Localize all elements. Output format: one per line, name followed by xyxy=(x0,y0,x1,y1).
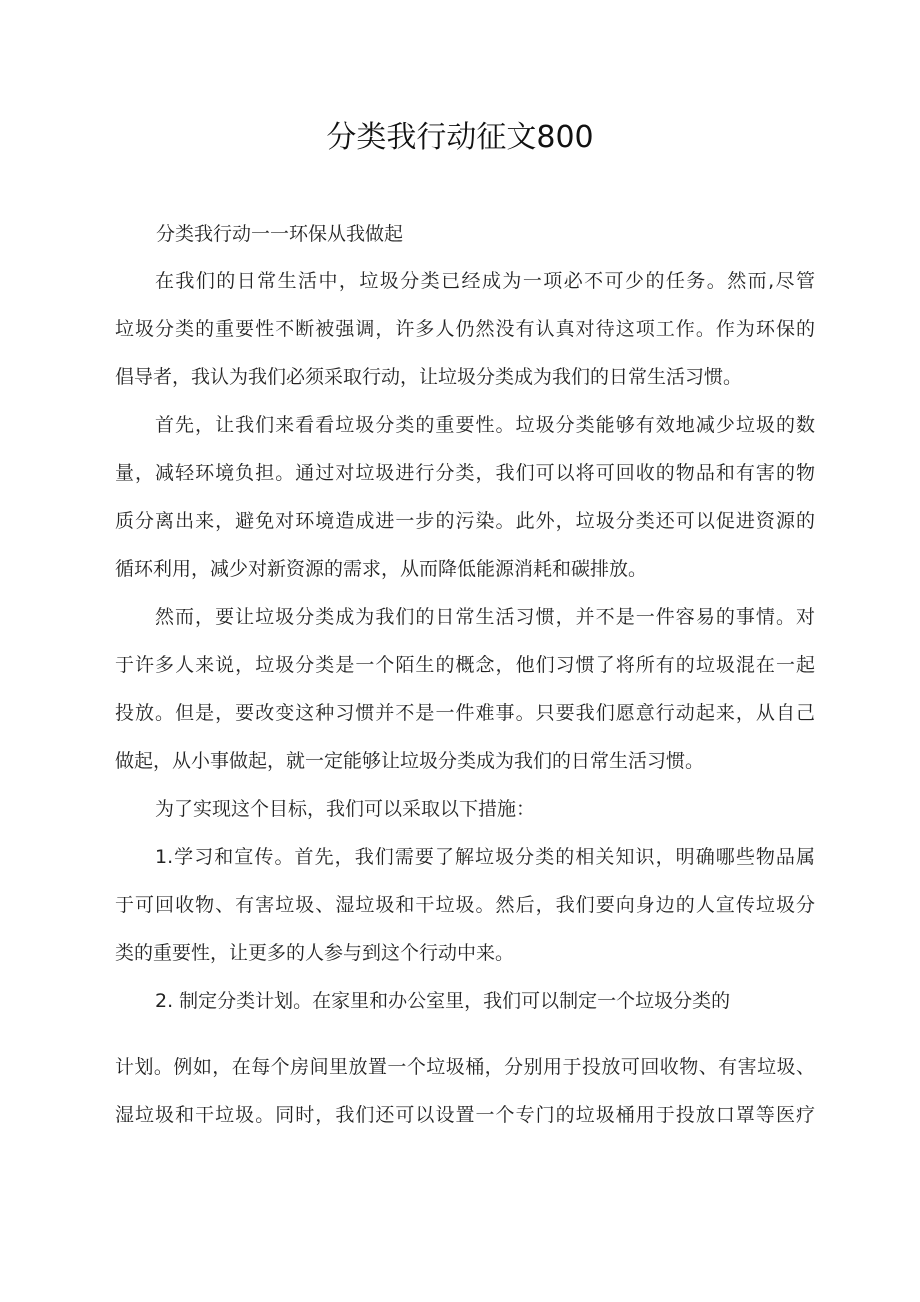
text-line: 量，减轻环境负担。通过对垃圾进行分类，我们可以将可回收的物品和有害的物 xyxy=(115,462,815,484)
text-line: 循环利用，减少对新资源的需求，从而降低能源消耗和碳排放。 xyxy=(115,558,648,580)
text-line: 然而，要让垃圾分类成为我们的日常生活习惯，并不是一件容易的事情。对 xyxy=(155,606,815,628)
document-body xyxy=(115,257,815,1025)
text-line: 倡导者，我认为我们必须采取行动，让垃圾分类成为我们的日常生活习惯。 xyxy=(115,366,743,388)
text-line: 首先，让我们来看看垃圾分类的重要性。垃圾分类能够有效地减少垃圾的数 xyxy=(155,414,815,436)
page-title: 分类我行动征文800 xyxy=(326,120,594,155)
subtitle: 分类我行动一一环保从我做起 xyxy=(156,223,404,245)
text-line: 垃圾分类的重要性不断被强调，许多人仍然没有认真对待这项工作。作为环保的 xyxy=(115,318,815,340)
text-line: 质分离出来，避免对环境造成进一步的污染。此外，垃圾分类还可以促进资源的 xyxy=(115,510,815,532)
document-body-continued xyxy=(115,1043,815,1139)
text-line: 2. 制定分类计划。在家里和办公室里，我们可以制定一个垃圾分类的 xyxy=(155,990,731,1012)
text-line: 投放。但是，要改变这种习惯并不是一件难事。只要我们愿意行动起来，从自己 xyxy=(115,702,815,724)
text-line: 为了实现这个目标，我们可以采取以下措施： xyxy=(155,798,536,820)
text-line: 于可回收物、有害垃圾、湿垃圾和干垃圾。然后，我们要向身边的人宣传垃圾分 xyxy=(115,894,815,916)
text-line: 计划。例如，在每个房间里放置一个垃圾桶，分别用于投放可回收物、有害垃圾、 xyxy=(115,1056,815,1078)
text-line: 做起，从小事做起，就一定能够让垃圾分类成为我们的日常生活习惯。 xyxy=(115,750,705,772)
text-line: 1.学习和宣传。首先，我们需要了解垃圾分类的相关知识，明确哪些物品属 xyxy=(155,846,815,868)
text-line: 在我们的日常生活中，垃圾分类已经成为一项必不可少的任务。然而,尽管 xyxy=(155,270,815,292)
text-line: 于许多人来说，垃圾分类是一个陌生的概念，他们习惯了将所有的垃圾混在一起 xyxy=(115,654,815,676)
text-line: 类的重要性，让更多的人参与到这个行动中来。 xyxy=(115,942,515,964)
text-line: 湿垃圾和干垃圾。同时，我们还可以设置一个专门的垃圾桶用于投放口罩等医疗 xyxy=(115,1104,815,1126)
